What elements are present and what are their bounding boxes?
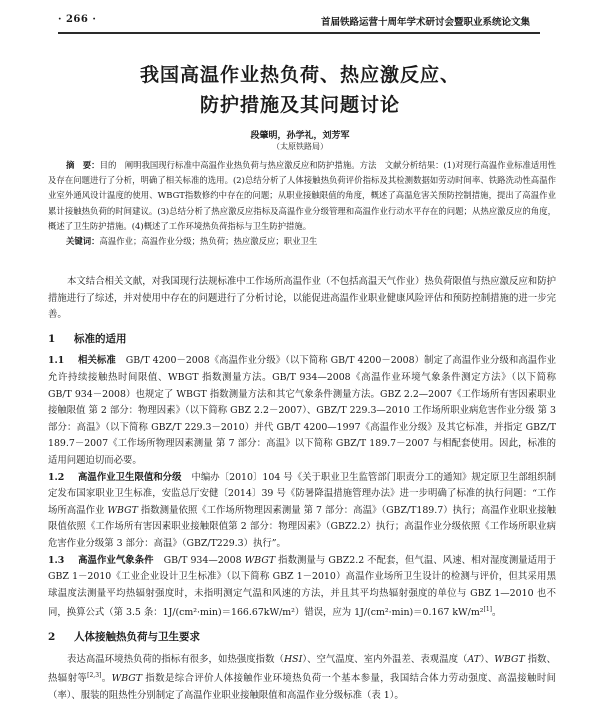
abstract-paragraph — [48, 158, 556, 234]
citation: [1] — [483, 606, 492, 614]
subsection-1-3 — [48, 553, 556, 623]
paragraph-text: ）、空气温度、室内外温差、表观温度（ — [302, 653, 468, 665]
section-2-heading — [48, 629, 556, 646]
section-title: 标准的适用 — [74, 332, 127, 345]
citation: [2,3] — [87, 672, 102, 680]
subsection-1-1 — [48, 353, 556, 469]
subsection-title: 相关标准 — [78, 355, 116, 367]
subsection-title: 高温作业气象条件 — [78, 554, 154, 566]
abstract — [48, 158, 556, 249]
wbgt-term: WBGT — [111, 673, 143, 685]
subsection-1-2 — [48, 470, 556, 553]
subsection-text: 指数测量与 GBZ2.2 不配套，但气温、风速、相对湿度测量适用于 GBZ 1－2010《工业企业设计卫生标准》（以下简称 GBZ 1－2010）高温作业场所卫生设计的检测与评价，但其采用黑球温度法测量平均热辐射强度时，未指明测定气温和风速的方法，并且其平均热辐射强度的单位与 GBZ 1—2010 也不同，换算公式（第 3.5 条：1J/(cm²·min)＝166.67kW/m²）错误，应为 1J/(cm²·min)＝0.167 kW/m² — [48, 554, 556, 619]
hsi-term: HSI — [284, 653, 303, 665]
intro-paragraph: 本文结合相关文献，对我国现行法规标准中工作场所高温作业（不包括高温天气作业）热负荷限值与热应激反应和防护措施进行了综述，并对使用中存在的问题进行了分析讨论，以能促进高温作业职业健康风险评估和预防控制措施的进一步完善。 — [48, 276, 556, 321]
section-title: 人体接触热负荷与卫生要求 — [74, 631, 200, 643]
punctuation: 。 — [101, 673, 112, 685]
header-rule — [58, 32, 540, 34]
running-header-journal: 首届铁路运营十周年学术研讨会暨职业系统论文集 — [320, 17, 530, 28]
section-number: 2 — [48, 631, 56, 643]
subsection-number: 1.1 — [48, 355, 65, 367]
paragraph-text: 表达高温环境热负荷的指标有很多，如热强度指数（ — [67, 653, 284, 665]
paper-title-line-2: 防护措施及其问题讨论 — [199, 94, 400, 116]
authors: 段肇明，孙学礼，刘芳军 — [250, 131, 350, 141]
paragraph-text: ）、 — [480, 653, 495, 665]
punctuation: 。 — [491, 607, 502, 619]
section-number: 1 — [48, 332, 56, 345]
subsection-number: 1.3 — [48, 554, 65, 566]
wbgt-term: WBGT — [107, 504, 138, 516]
section-1-heading — [48, 331, 556, 348]
abstract-text: 目的 阐明我国现行标准中高温作业热负荷与热应激反应和防护措施。方法 文献分析结果：(1)对现行高温作业标准适用性及存在问题进行了分析，明确了相关标准的选用。(2)总结分析了人体接触热负荷评价指标及其检测数据如劳动时间率、铁路洗动性高温作业室外通风设计温度的使用、WBGT指数修约中存在的问题；从职业接触限值的角度，概述了高温危害关预防控制措施，提出了高温作业累计接触热负荷的时间建议。(3)总结分析了热应激反应指标及高温作业分级管理和高温作业行动水平存在的问题；从热应激反应的角度，概述了卫生防护措施。(4)概述了工作环境热负荷指标与卫生防护措施。 — [48, 160, 557, 231]
affiliation: （太原铁路局） — [272, 142, 328, 151]
keywords-label: 关键词： — [66, 236, 100, 247]
keywords-paragraph — [48, 234, 556, 249]
subsection-title: 高温作业卫生限值和分级 — [78, 471, 182, 483]
subsection-text: 中编办〔2010〕104 号《关于职业卫生监管部门职责分工的通知》规定原卫生部组织制定发布国家职业卫生标准，安监总厅安健〔2014〕39 号《防暑降温措施管理办法》进一步明确了标准的执行问题：“工作场所高温作业 — [48, 471, 556, 516]
paper-title-line-1: 我国高温作业热负荷、热应激反应、 — [139, 64, 460, 86]
paragraph-text: 指数、热辐射等 — [48, 653, 556, 685]
page-number: · 266 · — [58, 14, 97, 25]
abstract-label: 摘 要： — [66, 160, 100, 170]
subsection-number: 1.2 — [48, 471, 65, 483]
section-2-paragraph — [48, 652, 556, 705]
wbgt-term: WBGT — [494, 653, 525, 665]
subsection-text: 指数测量依照《工作场所物理因素测量 第 7 部分：高温》（GBZ/T189.7）执行；高温作业职业接触限值依照《工作场所有害因素职业接触限值第 2 部分：物理因素》（GBZ2.2）执行；高温作业分级依照《工作场所职业病危害作业分级第 3 部分：高温》（GBZ/T229.3）执行”。 — [48, 504, 556, 549]
paragraph-text: 指数是综合评价人体接触作业环境热负荷一个基本参量，我国结合体力劳动强度、高温接触时间（率）、服装的阻热性分别制定了高温作业职业接触限值和高温作业分级标准（表 1）。 — [48, 673, 556, 701]
at-term: AT — [467, 653, 481, 665]
subsection-text: GB/T 934—2008 — [163, 554, 245, 566]
body-text — [48, 274, 556, 705]
keywords-text: 高温作业；高温作业分级；热负荷；热应激反应；职业卫生 — [99, 236, 318, 247]
wbgt-term: WBGT — [244, 554, 276, 566]
subsection-text: GB/T 4200－2008《高温作业分级》（以下简称 GB/T 4200－2008）制定了高温作业分级和高温作业允许持续接触热时间限值、WBGT 指数测量方法。GB/T 934—2008《高温作业环境气象条件测定方法》（以下简称 GB/T 934－2008）也规定了 WBGT 指数测量方法和其它气象条件测量方法。GBZ 2.2—2007《工作场所有害因素职业接触限值 第 2 部分：物理因素》（以下简称 GBZ 2.2－2007）、GBZ/T 229.3—2010 工作场所职业病危害作业分级 第 3 部分：高温》（以下简称 GBZ/T 229.3－2010）并代 GB/T 4200—1997《高温作业分级》及其它标准，并指定 GBZ/T 189.7－2007《工作场所物理因素测量 第 7 部分：高温》以下简称 GBZ/T 189.7－2007 与相配套使用。因此，标准的适用问题迫切而必要。 — [48, 355, 556, 466]
